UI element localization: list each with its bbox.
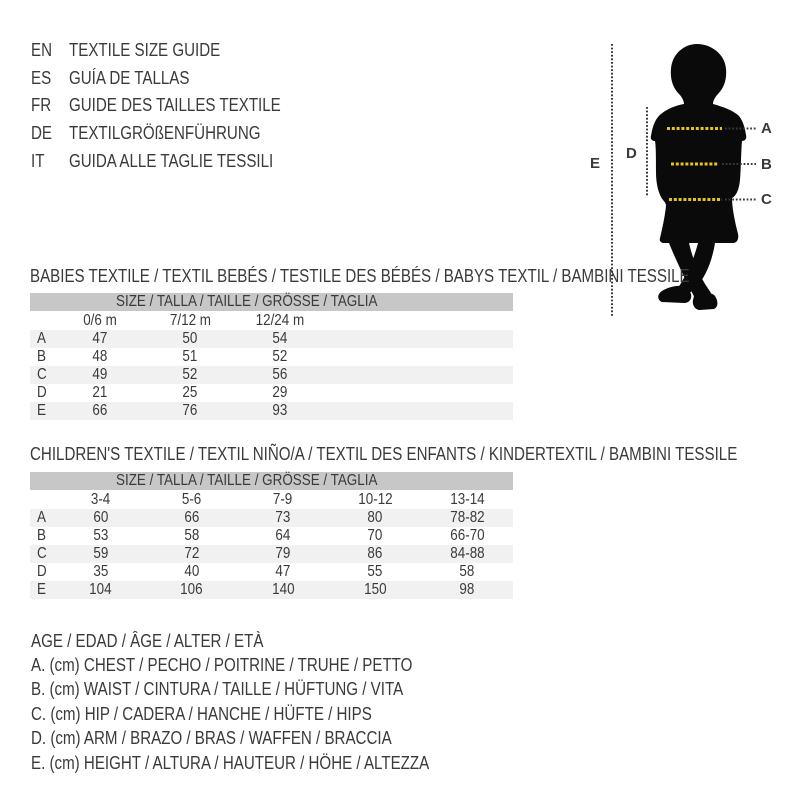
language-row <box>31 92 321 120</box>
cell: 55 <box>367 563 383 580</box>
column-header: 0/6 m <box>83 311 117 329</box>
cell: 52 <box>145 366 235 384</box>
table-row <box>30 545 513 563</box>
size-header-row <box>30 293 513 311</box>
cell: 51 <box>182 348 198 365</box>
cell: 64 <box>275 527 291 544</box>
measure-label-d: D <box>626 144 637 162</box>
cell: 58 <box>184 527 199 544</box>
babies-size-table-wrap <box>30 293 513 420</box>
legend-line-hip: C. (cm) HIP / CADERA / HANCHE / HÜFTE / HIPS <box>31 703 372 724</box>
row-label: B <box>37 527 47 544</box>
row-label: B <box>37 348 47 365</box>
column-header-row <box>30 490 513 509</box>
cell: 25 <box>182 384 198 401</box>
legend-line-height: E. (cm) HEIGHT / ALTURA / HAUTEUR / HÖHE / ALTEZZA <box>31 752 430 773</box>
column-header: 12/24 m <box>255 311 305 329</box>
cell: 93 <box>235 402 325 420</box>
cell: 80 <box>329 509 421 527</box>
cell: 35 <box>93 563 108 580</box>
cell: 86 <box>329 545 421 563</box>
language-code: EN <box>31 40 53 61</box>
table-row <box>30 581 513 599</box>
cell: 40 <box>184 563 199 580</box>
column-header: 7-9 <box>273 490 293 508</box>
cell: 47 <box>55 330 145 348</box>
language-row <box>31 120 321 148</box>
column-header: 13-14 <box>449 490 485 508</box>
children-size-table-wrap <box>30 472 513 599</box>
cell: 106 <box>146 581 237 599</box>
row-label: C <box>30 545 55 563</box>
cell: 140 <box>237 581 329 599</box>
cell: 104 <box>55 581 146 599</box>
cell: 66 <box>146 509 237 527</box>
column-header-row <box>30 311 513 330</box>
cell: 21 <box>92 384 108 401</box>
row-label: D <box>36 563 47 580</box>
cell: 49 <box>55 366 145 384</box>
cell: 98 <box>421 581 513 599</box>
cell: 78-82 <box>421 509 513 527</box>
table-row <box>30 402 513 420</box>
cell: 70 <box>367 527 383 544</box>
table-row <box>30 348 513 366</box>
cell: 60 <box>55 509 146 527</box>
measurement-legend <box>31 629 505 775</box>
language-code: IT <box>31 150 45 171</box>
cell: 48 <box>92 348 108 365</box>
table-row <box>30 563 513 581</box>
cell: 54 <box>235 330 325 348</box>
guide-title: GUÍA DE TALLAS <box>69 67 190 88</box>
guide-title: GUIDA ALLE TAGLIE TESSILI <box>69 150 274 171</box>
cell: 84-88 <box>421 545 513 563</box>
cell: 66-70 <box>449 527 485 544</box>
column-header: 7/12 m <box>169 311 211 329</box>
cell: 150 <box>329 581 421 599</box>
language-code: ES <box>31 67 52 88</box>
cell: 53 <box>93 527 108 544</box>
babies-size-table <box>30 293 513 420</box>
language-title-block <box>31 37 321 175</box>
column-header: 3-4 <box>90 490 111 508</box>
row-label: E <box>30 402 55 420</box>
table-row <box>30 366 513 384</box>
row-label: A <box>30 330 55 348</box>
size-header-bar: SIZE / TALLA / TAILLE / GRÖSSE / TAGLIA <box>30 472 513 490</box>
table-row <box>30 330 513 348</box>
language-code: FR <box>31 95 52 116</box>
language-row <box>31 147 321 175</box>
row-label: D <box>36 384 47 401</box>
cell: 73 <box>237 509 329 527</box>
legend-line-age: AGE / EDAD / ÂGE / ALTER / ETÀ <box>31 630 264 651</box>
cell: 59 <box>55 545 146 563</box>
table-row <box>30 509 513 527</box>
measure-label-c: C <box>761 191 772 208</box>
cell: 29 <box>272 384 288 401</box>
size-header-row <box>30 472 513 490</box>
size-header-bar: SIZE / TALLA / TAILLE / GRÖSSE / TAGLIA <box>30 293 513 311</box>
cell: 52 <box>272 348 288 365</box>
table-row <box>30 527 513 545</box>
language-code: DE <box>31 123 53 144</box>
column-header: 5-6 <box>181 490 202 508</box>
language-row <box>31 65 321 93</box>
guide-title: GUIDE DES TAILLES TEXTILE <box>69 95 281 116</box>
cell: 58 <box>459 563 475 580</box>
table-row <box>30 384 513 402</box>
cell: 47 <box>275 563 291 580</box>
measure-label-a: A <box>761 120 772 137</box>
legend-line-chest: A. (cm) CHEST / PECHO / POITRINE / TRUHE / PETTO <box>31 655 413 676</box>
cell: 72 <box>146 545 237 563</box>
row-label: A <box>30 509 55 527</box>
legend-line-arm: D. (cm) ARM / BRAZO / BRAS / WAFFEN / BRACCIA <box>31 728 392 749</box>
guide-title: TEXTILGRÖßENFÜHRUNG <box>69 123 261 144</box>
measure-label-b: B <box>761 155 772 173</box>
language-row <box>31 37 321 65</box>
babies-section-title <box>30 266 800 287</box>
row-label: C <box>30 366 55 384</box>
guide-title: TEXTILE SIZE GUIDE <box>69 40 221 61</box>
row-label: E <box>30 581 55 599</box>
children-section-title <box>30 444 800 465</box>
cell: 56 <box>235 366 325 384</box>
cell: 66 <box>55 402 145 420</box>
legend-line-waist: B. (cm) WAIST / CINTURA / TAILLE / HÜFTUNG / VITA <box>31 679 404 700</box>
measure-label-e: E <box>590 154 601 172</box>
cell: 50 <box>145 330 235 348</box>
children-section-title-text: CHILDREN'S TEXTILE / TEXTIL NIÑO/A / TEXTIL DES ENFANTS / KINDERTEXTIL / BAMBINI TESSILE <box>30 444 738 464</box>
babies-section-title-text: BABIES TEXTILE / TEXTIL BEBÉS / TESTILE DES BÉBÉS / BABYS TEXTIL / BAMBINI TESSILE <box>30 266 690 286</box>
children-size-table <box>30 472 513 599</box>
column-header: 10-12 <box>357 490 393 508</box>
cell: 76 <box>145 402 235 420</box>
cell: 79 <box>237 545 329 563</box>
